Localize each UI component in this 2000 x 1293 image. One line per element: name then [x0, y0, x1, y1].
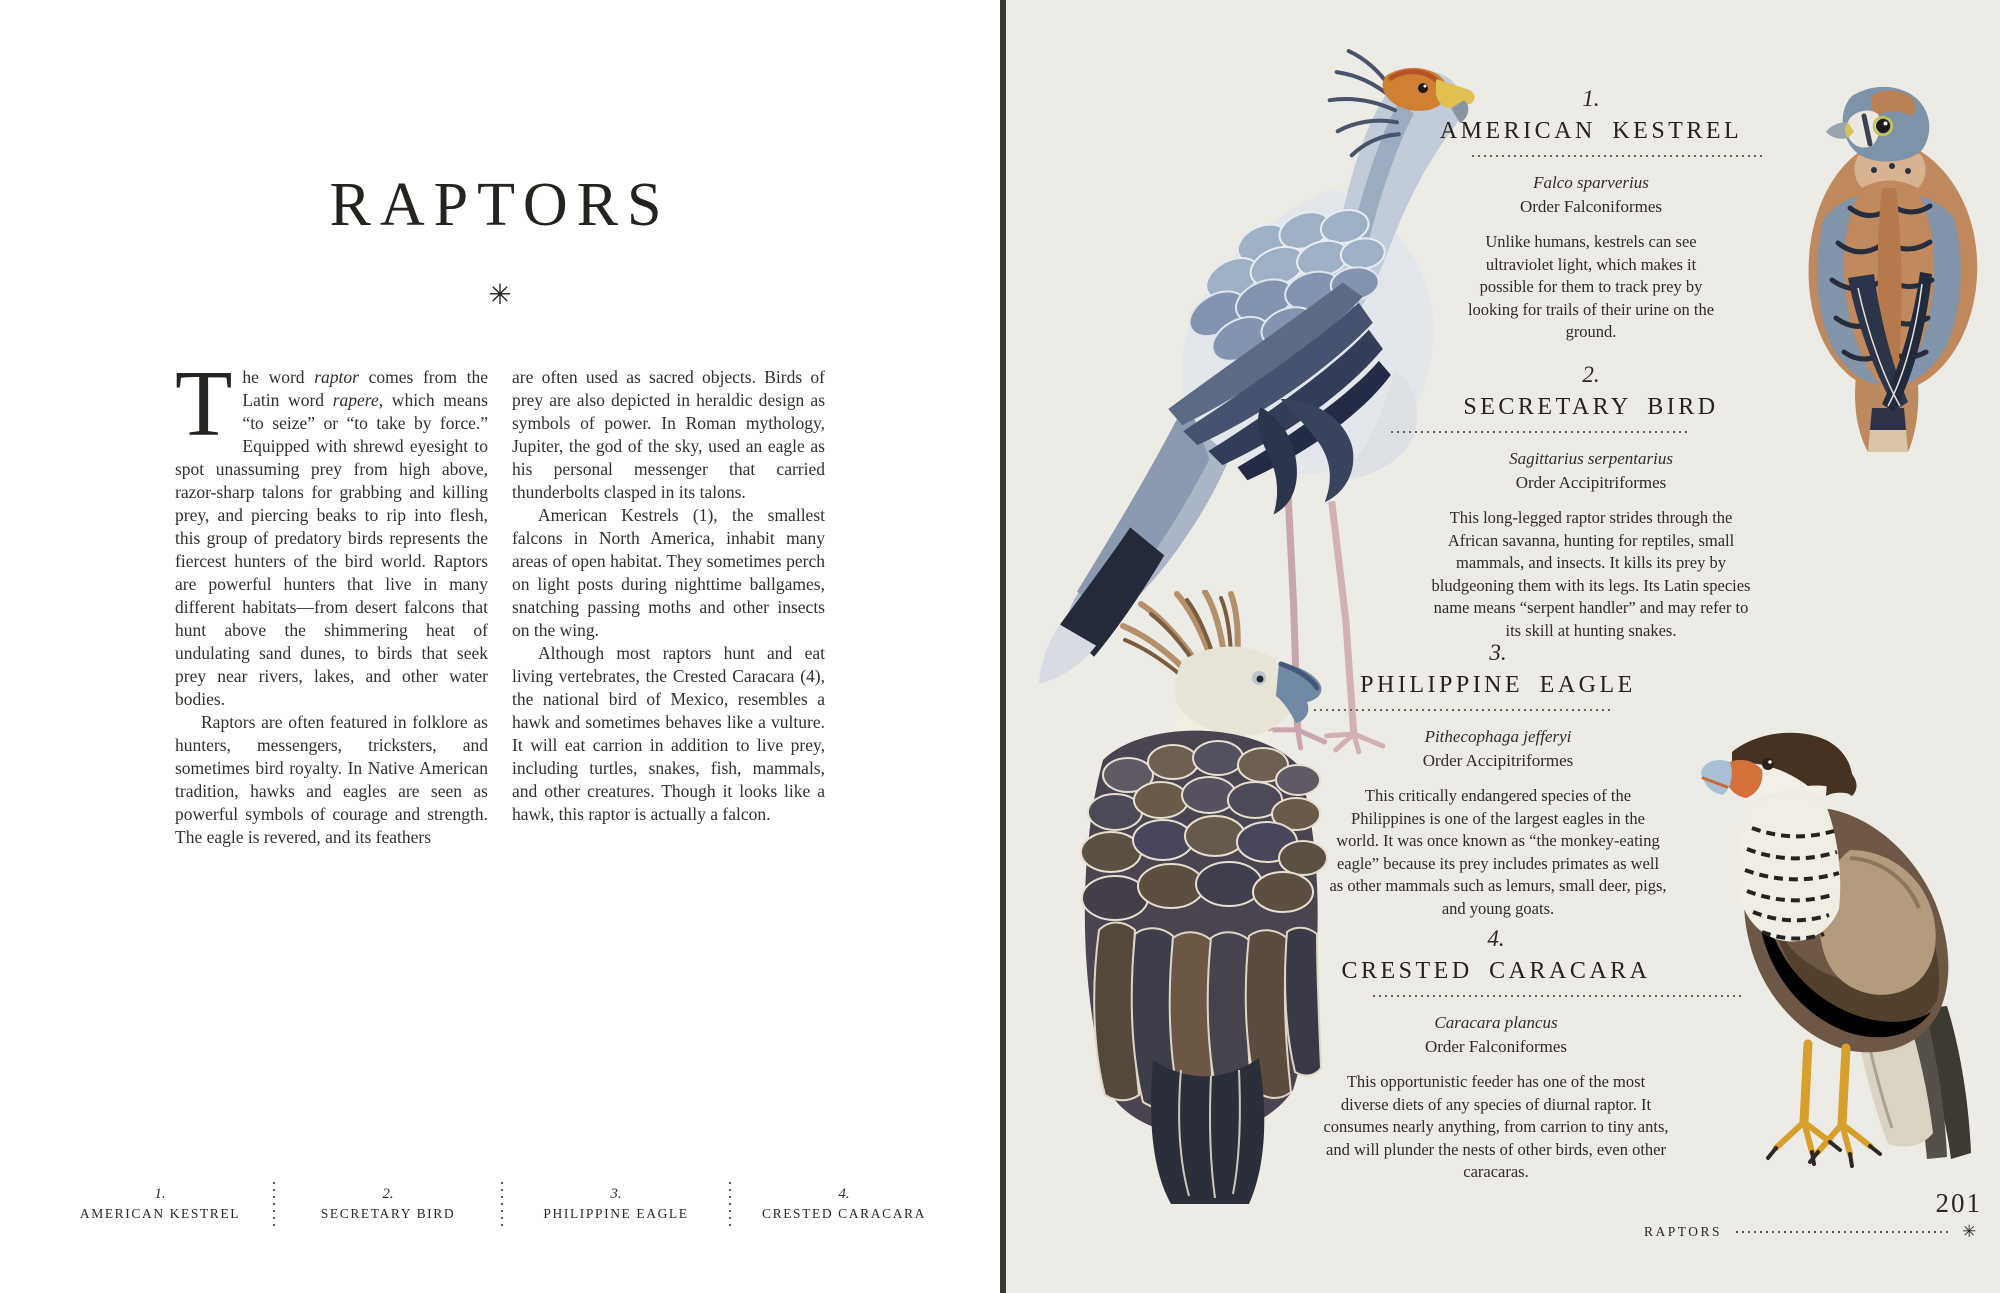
species-index-footer [46, 1184, 958, 1234]
star-ornament-icon: ✳ [1962, 1222, 1977, 1242]
paragraph [175, 352, 489, 711]
index-number: 2. [382, 1186, 394, 1202]
section-text: This opportunistic feeder has one of the most diverse diets of any species of diurnal raptor. It consumes nearly anything, from carrion to tiny ants, and will plunder the nests of other birds, even other caracaras. [1323, 1072, 1669, 1181]
paragraph: Although most raptors hunt and eat living vertebrates, the Crested Caracara (4), the national bird of Mexico, resembles a hawk and sometimes behaves like a vulture. It will eat carrion in addition to live prey, including turtles, snakes, fish, mammals, and other creatures. Though it looks like a hawk, this raptor is actually a falcon. [512, 643, 825, 824]
index-number: 1. [154, 1186, 166, 1202]
section-heading: AMERICAN KESTREL [1439, 118, 1743, 144]
section-number: 2. [1582, 362, 1600, 387]
running-footer-label: RAPTORS [1644, 1224, 1723, 1239]
index-item-philippine-eagle [502, 1184, 730, 1234]
paragraph: American Kestrels (1), the smallest falcons in North America, inhabit many areas of open habitat. They sometimes perch on light posts during nighttime ballgames, snatching passing moths and other insects on the wing. [512, 505, 825, 640]
american-kestrel-illustration [1788, 78, 1990, 460]
paragraph: are often used as sacred objects. Birds of prey are also depicted in heraldic design as symbols of power. In Roman mythology, Jupiter, the god of the sky, used an eagle as his personal messenger that carried thunderbolts clasped in its talons. [512, 367, 825, 502]
index-name: SECRETARY BIRD [320, 1206, 456, 1221]
section-heading: PHILIPPINE EAGLE [1360, 672, 1636, 698]
order-name: Order Falconiformes [1424, 1037, 1568, 1056]
page-number: 201 [1935, 1188, 1982, 1218]
dotted-rule [1472, 155, 1766, 157]
paragraph-text: he word raptor comes from the Latin word rapere, which means “to seize” or “to take by force.” Equipped with shrewd eyesight to spot unassuming prey from high above, razor-sharp talons for grabbing and killing prey, and piercing beaks to rip into flesh, this group of predatory birds represents the fiercest hunters of the bird world. Raptors are powerful hunters that live in many different habitats—from desert falcons that hunt above the shimmering heat of undulating sand dunes, to birds that seek prey near rivers, lakes, and other water bodies. [175, 367, 489, 709]
index-name: CRESTED CARACARA [762, 1206, 926, 1221]
body-text-columns [175, 352, 825, 849]
drop-cap: T [175, 352, 233, 456]
running-footer [1644, 1222, 1976, 1242]
text-column-2 [512, 366, 825, 849]
section-number: 4. [1487, 926, 1505, 951]
order-name: Order Accipitriformes [1515, 473, 1667, 492]
section-american-kestrel [1431, 86, 1751, 344]
section-heading: CRESTED CARACARA [1341, 958, 1651, 984]
right-page [1006, 0, 2000, 1293]
section-number: 3. [1489, 640, 1507, 665]
section-text: Unlike humans, kestrels can see ultraviolet light, which makes it possible for them to track prey by looking for trails of their urine on the ground. [1467, 232, 1715, 341]
section-text: This critically endangered species of the Philippines is one of the largest eagles in the world. It was once known as “the monkey-eating eagle” because its prey includes primates as well as other mammals such as lemurs, small deer, pigs, and young goats. [1329, 786, 1667, 918]
species-name: Pithecophaga jefferyi [1424, 727, 1572, 746]
dotted-rule [1736, 1231, 1948, 1233]
order-name: Order Accipitriformes [1422, 751, 1574, 770]
species-name: Falco sparverius [1533, 173, 1649, 192]
index-number: 3. [610, 1186, 622, 1202]
dotted-rule [1314, 709, 1613, 711]
section-crested-caracara [1296, 926, 1696, 1184]
index-item-secretary-bird [274, 1184, 502, 1234]
star-ornament-icon: ✳ [488, 278, 512, 311]
paragraph: Raptors are often featured in folklore as hunters, messengers, tricksters, and sometimes bird royalty. In Native American tradition, hawks and eagles are seen as powerful symbols of courage and strength. The eagle is revered, and its feathers [175, 712, 488, 847]
chapter-title: RAPTORS [329, 171, 671, 239]
section-secretary-bird [1396, 362, 1786, 642]
order-name: Order Falconiformes [1519, 197, 1663, 216]
species-name: Caracara plancus [1434, 1013, 1558, 1032]
index-number: 4. [838, 1186, 850, 1202]
section-philippine-eagle [1303, 640, 1693, 920]
dotted-rule [1373, 995, 1741, 997]
index-item-crested-caracara [730, 1184, 958, 1234]
section-text: This long-legged raptor strides through the African savanna, hunting for reptiles, small mammals, and insects. It kills its prey by bludgeoning them with its legs. Its Latin species name means “serpent handler” and may refer to its skill at hunting snakes. [1431, 508, 1751, 640]
section-number: 1. [1582, 86, 1600, 111]
dotted-rule [1391, 431, 1691, 433]
crested-caracara-illustration [1700, 712, 1993, 1175]
section-heading: SECRETARY BIRD [1463, 394, 1719, 420]
index-name: AMERICAN KESTREL [79, 1206, 241, 1221]
species-name: Sagittarius serpentarius [1509, 449, 1673, 468]
index-name: PHILIPPINE EAGLE [543, 1206, 689, 1221]
text-column-1 [175, 352, 489, 849]
index-item-american-kestrel [46, 1184, 274, 1234]
